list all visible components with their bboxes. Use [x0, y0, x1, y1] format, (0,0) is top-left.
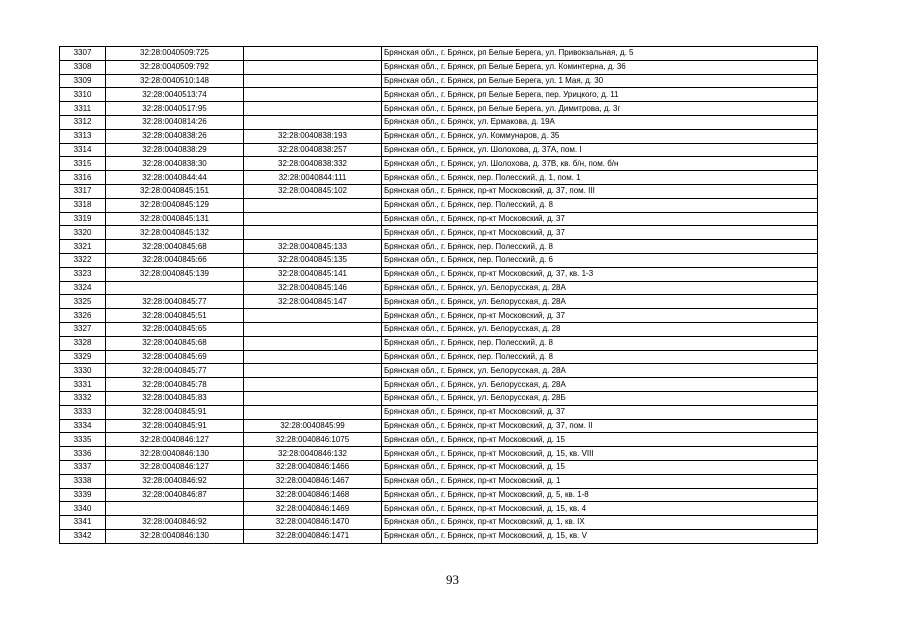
cadastral-number-cell: 32:28:0040845:78	[106, 378, 244, 392]
row-number-cell: 3325	[60, 295, 106, 309]
address-cell: Брянская обл., г. Брянск, пр-кт Московский, д. 15	[382, 460, 818, 474]
table-row	[60, 74, 818, 88]
row-number-cell: 3310	[60, 88, 106, 102]
related-cadastral-number-cell: 32:28:0040846:1468	[244, 488, 382, 502]
row-number-cell: 3340	[60, 502, 106, 516]
address-cell: Брянская обл., г. Брянск, ул. Белорусская, д. 28А	[382, 295, 818, 309]
table-row	[60, 88, 818, 102]
row-number-cell: 3311	[60, 102, 106, 116]
table-row	[60, 171, 818, 185]
cadastral-number-cell: 32:28:0040509:792	[106, 60, 244, 74]
table-row	[60, 350, 818, 364]
cadastral-number-cell: 32:28:0040845:65	[106, 322, 244, 336]
related-cadastral-number-cell	[244, 102, 382, 116]
row-number-cell: 3320	[60, 226, 106, 240]
address-cell: Брянская обл., г. Брянск, пр-кт Московский, д. 15, кв. 4	[382, 502, 818, 516]
related-cadastral-number-cell: 32:28:0040846:1467	[244, 474, 382, 488]
related-cadastral-number-cell	[244, 198, 382, 212]
table-row	[60, 295, 818, 309]
table-row	[60, 129, 818, 143]
related-cadastral-number-cell: 32:28:0040846:1466	[244, 460, 382, 474]
row-number-cell: 3315	[60, 157, 106, 171]
address-cell: Брянская обл., г. Брянск, пр-кт Московский, д. 15, кв. V	[382, 529, 818, 543]
cadastral-number-cell: 32:28:0040509:725	[106, 47, 244, 61]
address-cell: Брянская обл., г. Брянск, пр-кт Московский, д. 37	[382, 212, 818, 226]
row-number-cell: 3313	[60, 129, 106, 143]
table-row	[60, 405, 818, 419]
row-number-cell: 3319	[60, 212, 106, 226]
address-cell: Брянская обл., г. Брянск, ул. Шолохова, д. 37А, пом. I	[382, 143, 818, 157]
row-number-cell: 3333	[60, 405, 106, 419]
address-cell: Брянская обл., г. Брянск, пр-кт Московский, д. 37, кв. 1-3	[382, 267, 818, 281]
cadastral-number-cell: 32:28:0040846:127	[106, 433, 244, 447]
related-cadastral-number-cell: 32:28:0040838:193	[244, 129, 382, 143]
cadastral-number-cell: 32:28:0040845:66	[106, 253, 244, 267]
cadastral-number-cell: 32:28:0040845:91	[106, 419, 244, 433]
row-number-cell: 3326	[60, 309, 106, 323]
related-cadastral-number-cell	[244, 391, 382, 405]
row-number-cell: 3328	[60, 336, 106, 350]
related-cadastral-number-cell: 32:28:0040838:257	[244, 143, 382, 157]
related-cadastral-number-cell	[244, 74, 382, 88]
related-cadastral-number-cell	[244, 364, 382, 378]
related-cadastral-number-cell: 32:28:0040846:1470	[244, 516, 382, 530]
table-row	[60, 433, 818, 447]
address-cell: Брянская обл., г. Брянск, пр-кт Московский, д. 37	[382, 309, 818, 323]
cadastral-number-cell: 32:28:0040845:139	[106, 267, 244, 281]
row-number-cell: 3323	[60, 267, 106, 281]
cadastral-number-cell: 32:28:0040845:68	[106, 336, 244, 350]
address-cell: Брянская обл., г. Брянск, пер. Полесский, д. 1, пом. 1	[382, 171, 818, 185]
table-row	[60, 529, 818, 543]
address-cell: Брянская обл., г. Брянск, пер. Полесский, д. 8	[382, 336, 818, 350]
related-cadastral-number-cell: 32:28:0040845:133	[244, 240, 382, 254]
related-cadastral-number-cell: 32:28:0040846:132	[244, 447, 382, 461]
cadastral-number-cell: 32:28:0040517:95	[106, 102, 244, 116]
address-cell: Брянская обл., г. Брянск, пер. Полесский, д. 6	[382, 253, 818, 267]
address-cell: Брянская обл., г. Брянск, пр-кт Московский, д. 1, кв. IX	[382, 516, 818, 530]
row-number-cell: 3339	[60, 488, 106, 502]
cadastral-number-cell: 32:28:0040845:131	[106, 212, 244, 226]
cadastral-number-cell: 32:28:0040845:129	[106, 198, 244, 212]
address-cell: Брянская обл., г. Брянск, пр-кт Московский, д. 37, пом. II	[382, 419, 818, 433]
related-cadastral-number-cell	[244, 378, 382, 392]
row-number-cell: 3324	[60, 281, 106, 295]
cadastral-number-cell: 32:28:0040513:74	[106, 88, 244, 102]
related-cadastral-number-cell: 32:28:0040838:332	[244, 157, 382, 171]
cadastral-number-cell: 32:28:0040845:77	[106, 295, 244, 309]
table-row	[60, 336, 818, 350]
cadastral-number-cell: 32:28:0040846:127	[106, 460, 244, 474]
address-cell: Брянская обл., г. Брянск, ул. Шолохова, д. 37В, кв. б/н, пом. б/н	[382, 157, 818, 171]
address-cell: Брянская обл., г. Брянск, рп Белые Берега, пер. Урицкого, д. 11	[382, 88, 818, 102]
row-number-cell: 3336	[60, 447, 106, 461]
cadastral-number-cell: 32:28:0040838:26	[106, 129, 244, 143]
address-cell: Брянская обл., г. Брянск, пр-кт Московский, д. 37	[382, 405, 818, 419]
table-body	[60, 47, 818, 544]
address-cell: Брянская обл., г. Брянск, пр-кт Московский, д. 15, кв. VIII	[382, 447, 818, 461]
row-number-cell: 3309	[60, 74, 106, 88]
address-cell: Брянская обл., г. Брянск, ул. Белорусская, д. 28А	[382, 281, 818, 295]
address-cell: Брянская обл., г. Брянск, пр-кт Московский, д. 5, кв. 1-8	[382, 488, 818, 502]
row-number-cell: 3327	[60, 322, 106, 336]
table-row	[60, 460, 818, 474]
address-cell: Брянская обл., г. Брянск, пр-кт Московский, д. 37, пом. III	[382, 184, 818, 198]
address-cell: Брянская обл., г. Брянск, пер. Полесский, д. 8	[382, 198, 818, 212]
row-number-cell: 3329	[60, 350, 106, 364]
row-number-cell: 3341	[60, 516, 106, 530]
cadastral-number-cell: 32:28:0040814:26	[106, 115, 244, 129]
related-cadastral-number-cell	[244, 350, 382, 364]
table-row	[60, 516, 818, 530]
address-cell: Брянская обл., г. Брянск, пр-кт Московский, д. 37	[382, 226, 818, 240]
row-number-cell: 3330	[60, 364, 106, 378]
cadastral-number-cell: 32:28:0040845:151	[106, 184, 244, 198]
cadastral-number-cell: 32:28:0040838:29	[106, 143, 244, 157]
related-cadastral-number-cell: 32:28:0040845:146	[244, 281, 382, 295]
table-row	[60, 488, 818, 502]
row-number-cell: 3337	[60, 460, 106, 474]
related-cadastral-number-cell: 32:28:0040846:1075	[244, 433, 382, 447]
related-cadastral-number-cell	[244, 309, 382, 323]
row-number-cell: 3316	[60, 171, 106, 185]
related-cadastral-number-cell	[244, 336, 382, 350]
row-number-cell: 3334	[60, 419, 106, 433]
cadastral-number-cell: 32:28:0040845:51	[106, 309, 244, 323]
cadastral-number-cell	[106, 281, 244, 295]
address-cell: Брянская обл., г. Брянск, ул. Белорусская, д. 28	[382, 322, 818, 336]
table-row	[60, 198, 818, 212]
property-registry-table	[59, 46, 818, 544]
table-row	[60, 115, 818, 129]
table-row	[60, 157, 818, 171]
table-row	[60, 102, 818, 116]
table-row	[60, 184, 818, 198]
row-number-cell: 3314	[60, 143, 106, 157]
table-row	[60, 253, 818, 267]
row-number-cell: 3312	[60, 115, 106, 129]
cadastral-number-cell: 32:28:0040845:132	[106, 226, 244, 240]
table-row	[60, 502, 818, 516]
cadastral-number-cell: 32:28:0040846:92	[106, 474, 244, 488]
related-cadastral-number-cell: 32:28:0040844:111	[244, 171, 382, 185]
address-cell: Брянская обл., г. Брянск, пер. Полесский, д. 8	[382, 350, 818, 364]
table-row	[60, 309, 818, 323]
row-number-cell: 3342	[60, 529, 106, 543]
address-cell: Брянская обл., г. Брянск, рп Белые Берега, ул. Коминтерна, д. 36	[382, 60, 818, 74]
row-number-cell: 3307	[60, 47, 106, 61]
table-row	[60, 322, 818, 336]
table-row	[60, 212, 818, 226]
row-number-cell: 3308	[60, 60, 106, 74]
table-row	[60, 267, 818, 281]
cadastral-number-cell: 32:28:0040846:130	[106, 447, 244, 461]
cadastral-number-cell: 32:28:0040846:92	[106, 516, 244, 530]
table-row	[60, 474, 818, 488]
related-cadastral-number-cell	[244, 47, 382, 61]
related-cadastral-number-cell: 32:28:0040846:1471	[244, 529, 382, 543]
row-number-cell: 3332	[60, 391, 106, 405]
cadastral-number-cell: 32:28:0040844:44	[106, 171, 244, 185]
related-cadastral-number-cell: 32:28:0040845:99	[244, 419, 382, 433]
address-cell: Брянская обл., г. Брянск, ул. Коммунаров, д. 35	[382, 129, 818, 143]
address-cell: Брянская обл., г. Брянск, ул. Белорусская, д. 28А	[382, 364, 818, 378]
address-cell: Брянская обл., г. Брянск, пр-кт Московский, д. 1	[382, 474, 818, 488]
related-cadastral-number-cell: 32:28:0040845:141	[244, 267, 382, 281]
table-row	[60, 281, 818, 295]
related-cadastral-number-cell: 32:28:0040845:147	[244, 295, 382, 309]
related-cadastral-number-cell	[244, 226, 382, 240]
page-number: 93	[446, 572, 459, 587]
address-cell: Брянская обл., г. Брянск, пр-кт Московский, д. 15	[382, 433, 818, 447]
row-number-cell: 3335	[60, 433, 106, 447]
table-row	[60, 226, 818, 240]
table-row	[60, 240, 818, 254]
address-cell: Брянская обл., г. Брянск, ул. Ермакова, д. 19А	[382, 115, 818, 129]
related-cadastral-number-cell: 32:28:0040845:135	[244, 253, 382, 267]
cadastral-number-cell: 32:28:0040510:148	[106, 74, 244, 88]
table-row	[60, 143, 818, 157]
cadastral-number-cell: 32:28:0040838:30	[106, 157, 244, 171]
cadastral-number-cell: 32:28:0040845:77	[106, 364, 244, 378]
table-row	[60, 60, 818, 74]
related-cadastral-number-cell	[244, 60, 382, 74]
table-row	[60, 47, 818, 61]
related-cadastral-number-cell	[244, 88, 382, 102]
related-cadastral-number-cell: 32:28:0040845:102	[244, 184, 382, 198]
cadastral-number-cell: 32:28:0040846:130	[106, 529, 244, 543]
table-row	[60, 391, 818, 405]
row-number-cell: 3317	[60, 184, 106, 198]
cadastral-number-cell: 32:28:0040845:69	[106, 350, 244, 364]
address-cell: Брянская обл., г. Брянск, рп Белые Берега, ул. 1 Мая, д. 30	[382, 74, 818, 88]
cadastral-number-cell: 32:28:0040845:68	[106, 240, 244, 254]
related-cadastral-number-cell	[244, 322, 382, 336]
row-number-cell: 3331	[60, 378, 106, 392]
address-cell: Брянская обл., г. Брянск, рп Белые Берега, ул. Димитрова, д. 3г	[382, 102, 818, 116]
table-row	[60, 364, 818, 378]
related-cadastral-number-cell	[244, 115, 382, 129]
table-row	[60, 378, 818, 392]
related-cadastral-number-cell	[244, 405, 382, 419]
cadastral-number-cell	[106, 502, 244, 516]
table-row	[60, 447, 818, 461]
row-number-cell: 3321	[60, 240, 106, 254]
row-number-cell: 3318	[60, 198, 106, 212]
cadastral-number-cell: 32:28:0040845:91	[106, 405, 244, 419]
address-cell: Брянская обл., г. Брянск, ул. Белорусская, д. 28Б	[382, 391, 818, 405]
address-cell: Брянская обл., г. Брянск, пер. Полесский, д. 8	[382, 240, 818, 254]
address-cell: Брянская обл., г. Брянск, рп Белые Берега, ул. Привокзальная, д. 5	[382, 47, 818, 61]
address-cell: Брянская обл., г. Брянск, ул. Белорусская, д. 28А	[382, 378, 818, 392]
cadastral-number-cell: 32:28:0040846:87	[106, 488, 244, 502]
table-row	[60, 419, 818, 433]
related-cadastral-number-cell	[244, 212, 382, 226]
row-number-cell: 3322	[60, 253, 106, 267]
related-cadastral-number-cell: 32:28:0040846:1469	[244, 502, 382, 516]
row-number-cell: 3338	[60, 474, 106, 488]
cadastral-number-cell: 32:28:0040845:83	[106, 391, 244, 405]
